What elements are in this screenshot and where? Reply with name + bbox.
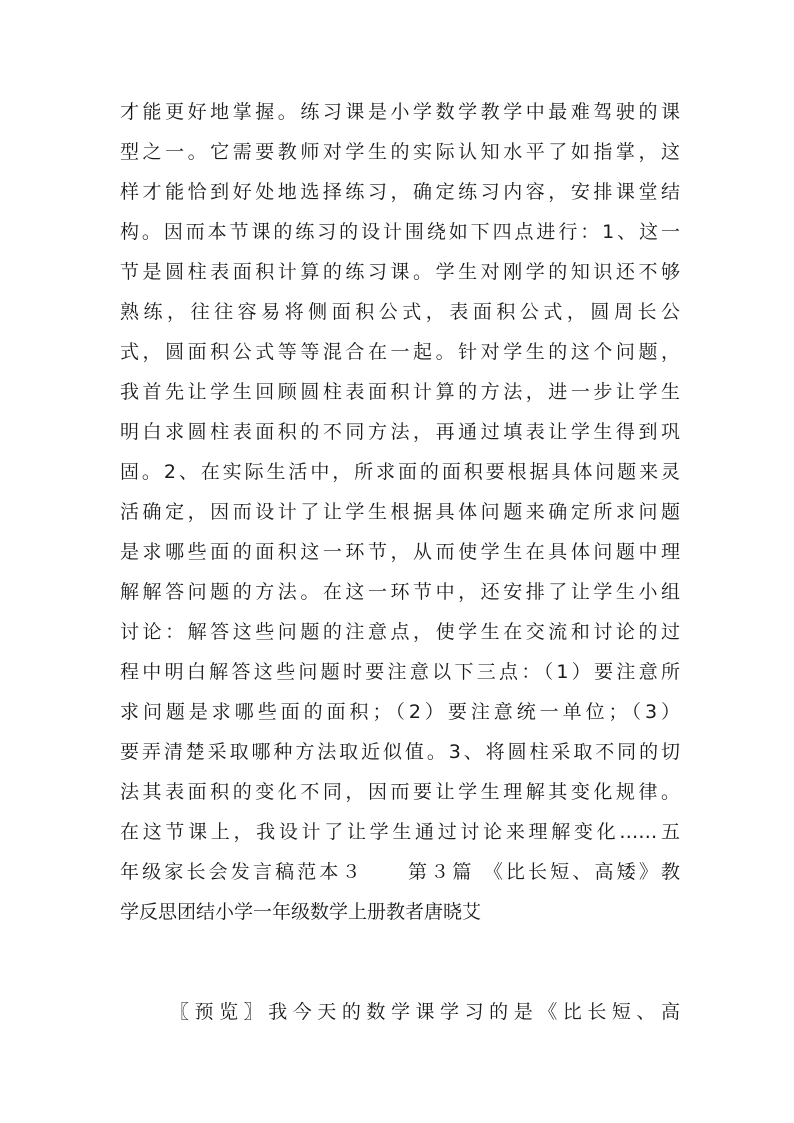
- text-line: 构。因而本节课的练习的设计围绕如下四点进行：1、这一: [120, 221, 680, 243]
- text-line: 才能更好地掌握。练习课是小学数学教学中最难驾驶的课: [120, 101, 680, 123]
- text-line: 是求哪些面的面积这一环节，从而使学生在具体问题中理: [120, 541, 680, 563]
- text-line: 活确定，因而设计了让学生根据具体问题来确定所求问题: [120, 501, 680, 523]
- text-line: 固。2、在实际生活中，所求面的面积要根据具体问题来灵: [120, 461, 680, 483]
- text-line: 法其表面积的变化不同，因而要让学生理解其变化规律。: [120, 781, 680, 803]
- text-line: 年级家长会发言稿范本３ 第３篇 《比长短、高矮》教: [120, 861, 680, 883]
- text-line: 我首先让学生回顾圆柱表面积计算的方法，进一步让学生: [120, 381, 680, 403]
- text-line: 熟练，往往容易将侧面积公式，表面积公式，圆周长公: [120, 301, 680, 323]
- text-line: 学反思团结小学一年级数学上册教者唐晓艾: [120, 901, 482, 923]
- text-line: 求问题是求哪些面的面积；（2）要注意统一单位；（3）: [120, 701, 680, 723]
- preview-paragraph: 〖预览〗我今天的数学课学习的是《比长短、高: [170, 1001, 680, 1023]
- text-line: 样才能恰到好处地选择练习，确定练习内容，安排课堂结: [120, 181, 680, 203]
- text-line: 在这节课上，我设计了让学生通过讨论来理解变化……五: [120, 821, 680, 843]
- text-line: 要弄清楚采取哪种方法取近似值。3、将圆柱采取不同的切: [120, 741, 680, 763]
- text-line: 式，圆面积公式等等混合在一起。针对学生的这个问题，: [120, 341, 680, 363]
- text-line: 节是圆柱表面积计算的练习课。学生对刚学的知识还不够: [120, 261, 680, 283]
- text-line: 程中明白解答这些问题时要注意以下三点：（1）要注意所: [120, 661, 680, 683]
- document-body: [120, 92, 680, 932]
- text-line: 型之一。它需要教师对学生的实际认知水平了如指掌，这: [120, 141, 680, 163]
- text-line: 明白求圆柱表面积的不同方法，再通过填表让学生得到巩: [120, 421, 680, 443]
- text-line: 解解答问题的方法。在这一环节中，还安排了让学生小组: [120, 581, 680, 603]
- text-line: 讨论：解答这些问题的注意点，使学生在交流和讨论的过: [120, 621, 680, 643]
